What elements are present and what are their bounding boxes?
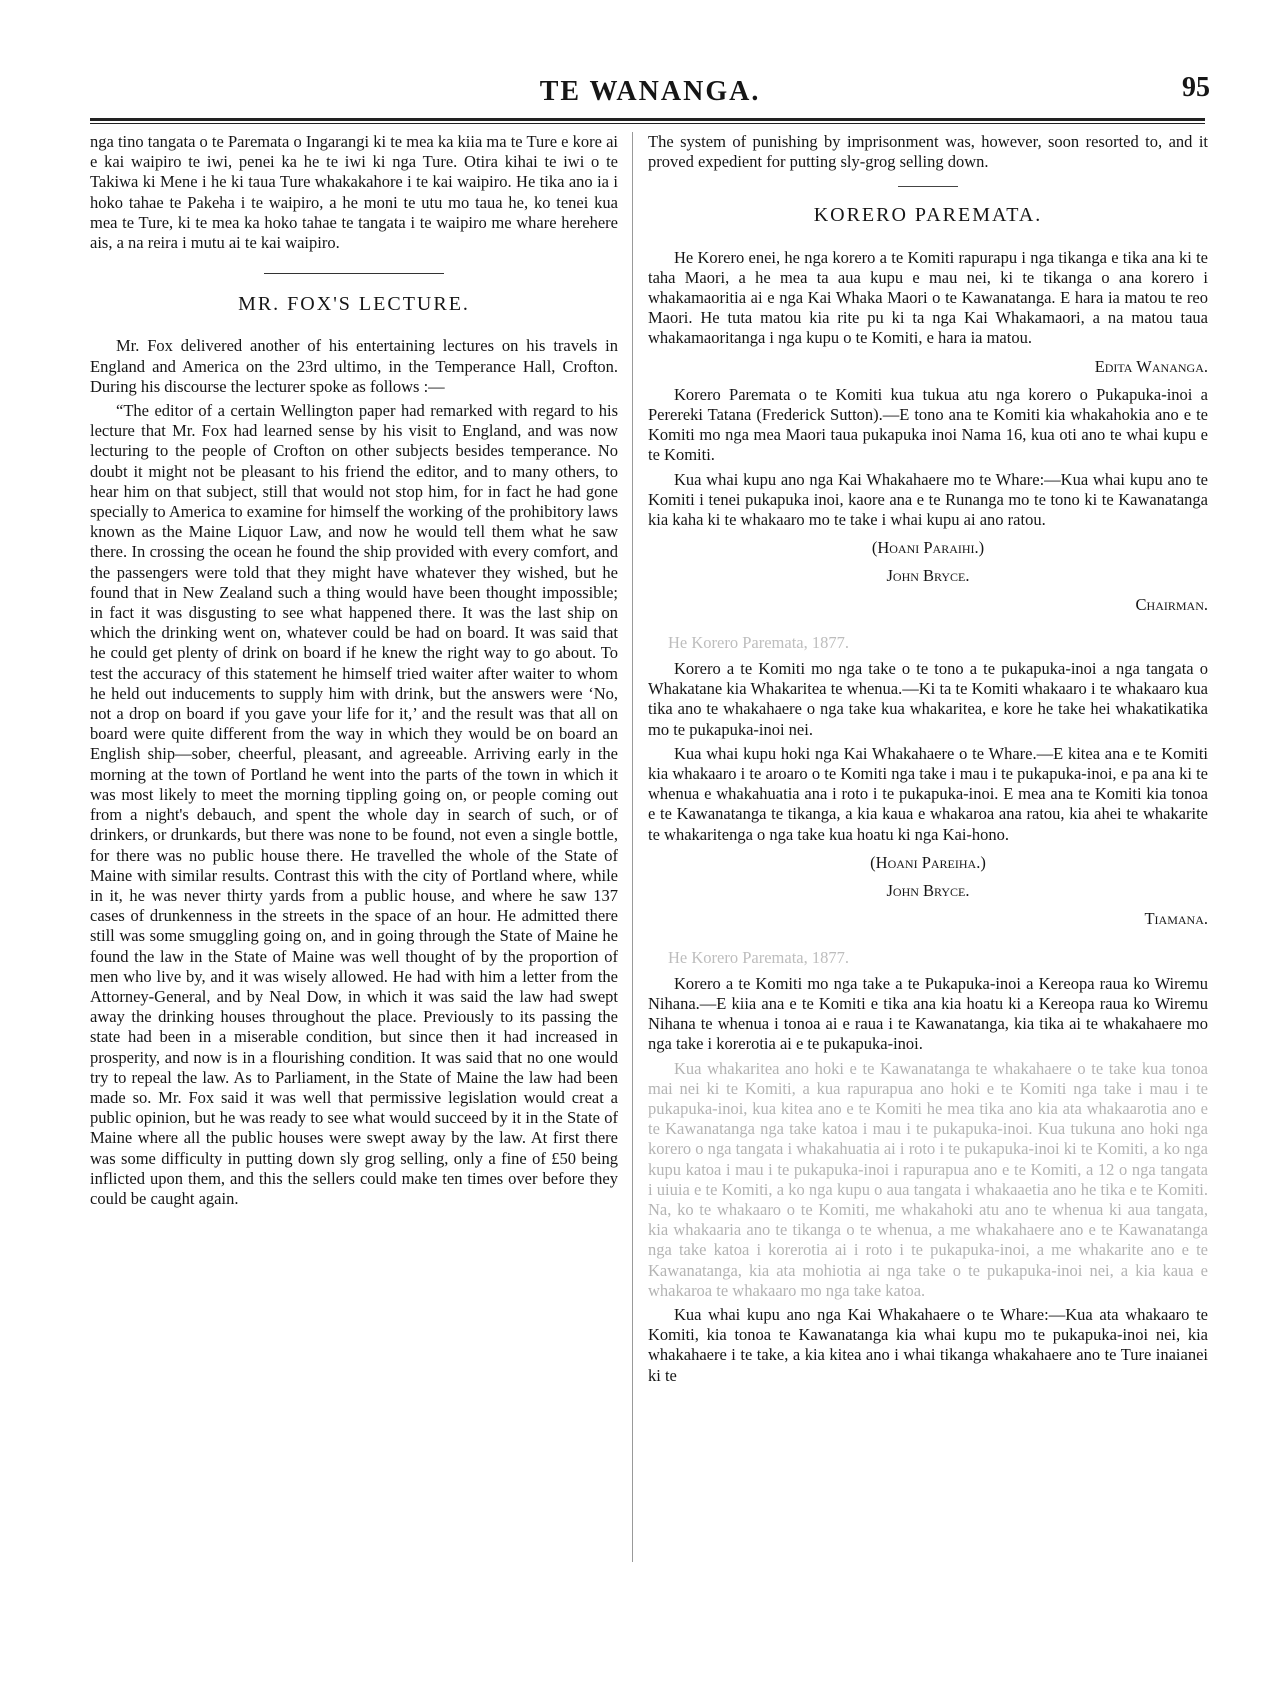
left-column <box>90 132 618 1213</box>
report-3-head: Korero a te Komiti mo nga take a te Pukapuka-inoi a Kereopa raua ko Wiremu Nihana.—E kiia ana e te Komiti e tika ana kia hoatu ki a Kereopa raua ko Wiremu Nihana te whenua i tonoa ai e raua i te Kawanatanga, kia tika ai te whakahaere mo nga take i korerotia ai e te pukapuka-inoi. <box>648 973 1208 1054</box>
editor-signature: Edita Wananga. <box>1094 356 1208 376</box>
report-2-signatory: (Hoani Pareiha.) <box>870 852 986 872</box>
section-rule <box>898 186 958 187</box>
section-rule <box>264 273 444 274</box>
lecture-continuation: The system of punishing by imprisonment was, however, soon resorted to, and it proved expedient for putting sly-grog selling down. <box>648 132 1208 172</box>
lecture-body: “The editor of a certain Wellington paper had remarked with regard to his lecture that Mr. Fox had learned sense by his visit to England, and was now lecturing to the people of Crofton on other subjects besides temperance. No doubt it might not be pleasant to his friend the editor, and to many others, to hear him on that subject, still that would not stop him, for in fact he had gone specially to America to examine for himself the working of the prohibitory laws known as the Maine Liquor Law, and now he would tell them what he saw there. In crossing the ocean he found the ship provided with every comfort, and the passengers were told that they might have whatever they wished, but he found that in New Zealand such a thing would have been thought impossible; in fact it was disgusting to see what happened there. It was the last ship on which the drinking went on, whatever could be had on board. It was said that he could get plenty of drink on board if he knew the right way to go about. To test the accuracy of this statement he himself tried waiter after waiter to whom he held out inducements to supply him with drink, but the answers were ‘No, not a drop on board if you gave your life for it,’ and the result was that all on board were quite different from the way in which they would be on board an English ship—sober, cheerful, pleasant, and agreeable. Arriving early in the morning at the town of Portland he went into the parts of the town in which it was most likely to meet the morning tippling going on, or people coming out from a night's debauch, and spent the whole day in search of such, or of drinkers, or drunkards, but there was none to be found, not even a single bottle, for there was no public house there. He travelled the whole of the State of Maine with similar results. Contrast this with the city of Portland where, while in it, he was never thirty yards from a public house, and where he saw 137 cases of drunkenness in the streets in the space of an hour. He admitted there still was some smuggling going on, and in going through the State of Maine he found the law in the State of Maine was well thought of by the proportion of men who live by, and it was wisely allowed. He had with him a letter from the Attorney-General, and by Neal Dow, in which it was said the law had swept away the drinking houses throughout the place. Previously to its passing the state had been in a miserable condition, but since then it had increased in prosperity, and now is in a flourishing condition. It was said that no one would try to repeal the law. As to Parliament, in the State of Maine the law had been made so. Mr. Fox said it was well that permissive legislation would creat a public opinion, but he was ready to see what would succeed by it in the State of Maine where all the public houses were swept away by the law. At first there was some difficulty in putting down sly grog selling, only a fine of £50 being inflicted upon them, and this the sellers could make ten times over before they could be caught again. <box>90 401 618 1208</box>
report-1-role: Chairman. <box>1135 594 1208 614</box>
section-title-paremata: KORERO PAREMATA. <box>813 204 1043 227</box>
section-title-lecture: MR. FOX'S LECTURE. <box>238 293 470 316</box>
report-2-body: Kua whai kupu hoki nga Kai Whakahaere o te Whare.—E kitea ana e te Komiti kia whakaaro i te aroaro o te Komiti nga take i mau i te pukapuka-inoi, e pa ana ki te whenua e whakahuatia ana i roto i te pukapuka-inoi. E mea ana te Komiti kia tonoa e te Kawanatanga te tikanga, a kia kaua e whakaroa ana ratou, kia ahei te whakarite te whakaritenga o nga take kua hoatu ki nga Kai-hono. <box>648 743 1208 844</box>
report-3-tail: Kua whai kupu ano nga Kai Whakahaere o te Whare:—Kua ata whakaaro te Komiti, kia tonoa te Kawanatanga kia whai kupu mo te pukapuka-inoi nei, kia whakahaere i te take, a kia kitea ano i whai tikanga whakahaere ano te Ture inaianei ki te <box>648 1304 1208 1385</box>
report-2-date: He Korero Paremata, 1877. <box>668 632 849 652</box>
report-2-role: Tiamana. <box>1144 909 1208 929</box>
right-column <box>648 132 1208 1390</box>
column-divider <box>632 132 633 1562</box>
maori-paragraph: nga tino tangata o te Paremata o Ingarangi ki te mea ka kiia ma te Ture e kore ai e kai waipiro te iwi, penei ka he te iwi ki nga Ture. Otira kihai te iwi o te Takiwa ki Mene i he ki taua Ture whakakahore i te kai waipiro. He tika ano ia i hoko tahae te Pakeha i te waipiro, a he moni te utu mo taua he, ko tenei kua mea te Ture, ki te mea ka hoko tahae te tangata i te waipiro me whare herehere ais, a na reira i mutu ai te kai waipiro. <box>90 132 618 253</box>
page-header <box>90 72 1210 108</box>
page-number: 95 <box>1182 72 1210 103</box>
report-3-body: Kua whakaritea ano hoki e te Kawanatanga te whakahaere o te take kua tonoa mai nei ki te Komiti, a kua rapurapua ano hoki e te Komiti nga take i mau i te pukapuka-inoi, kua kitea ano e te Komiti he mea tika ano kia ata whakaarotia ano e te Kawanatanga nga take katoa i mau i te pukapuka-inoi. Kua tukuna ano hoki nga korero o nga tangata i whakahuatia ai i roto i te pukapuka-inoi ki te Komiti, a ko nga kupu katoa i mau i te pukapuka-inoi i rapurapua ano e te Komiti, a 12 o nga tangata i uiuia e te Komiti, a ko nga kupu o aua tangata i whakaaetia ano he tika e te Komiti. Na, ko te whakaaro o te Komiti, me whakahoki atu ano te whenua ki aua tangata, kia whakaaria ano te tikanga o te whenua, a me whakahaere ano e te Kawanatanga nga take katoa i korerotia ai i roto i te pukapuka-inoi, a me whakarite ano e te Kawanatanga, kia ata mohiotia ai nga take o te pukapuka-inoi nei, a kia kaua e whakaroa te whakaaro mo nga take katoa. <box>648 1058 1208 1300</box>
masthead-title: TE WANANGA. <box>539 76 761 107</box>
header-rule <box>90 118 1205 124</box>
report-1-signatory: (Hoani Paraihi.) <box>871 538 985 558</box>
report-3-date: He Korero Paremata, 1877. <box>668 947 849 967</box>
report-2-signatory-name: John Bryce. <box>886 881 970 901</box>
paremata-intro: He Korero enei, he nga korero a te Komiti rapurapu i nga tikanga e tika ana ki te taha Maori, a he mea ta aua kupu e mau nei, ki te tikanga o ana korero i whakamaoritia ai e nga Kai Whaka Maori o te Kawanatanga. E hara ia matou te reo Maori. He tuta matou kia rite pu ki ta nga Kai Whakamaori, a na matou taua whakamaoritanga i nga kupu o te Komiti, e hara ia matou. <box>648 247 1208 348</box>
report-1-signatory-name: John Bryce. <box>886 566 970 586</box>
report-1-head: Korero Paremata o te Komiti kua tukua atu nga korero o Pukapuka-inoi a Perereki Tatana (Frederick Sutton).—E tono ana te Komiti kia whakahokia ano e te Komiti mo nga mea Maori taua pukapuka inoi Nama 16, kua oti ano te whai kupu e te Komiti. <box>648 384 1208 465</box>
lecture-intro: Mr. Fox delivered another of his entertaining lectures on his travels in England and America on the 23rd ultimo, in the Temperance Hall, Crofton. During his discourse the lecturer spoke as follows :— <box>90 336 618 396</box>
report-2-head: Korero a te Komiti mo nga take o te tono a te pukapuka-inoi a nga tangata o Whakatane kia Whakaritea te whenua.—Ki ta te Komiti whakaaro i te whakaaro kua tika ano te whakahaere o nga take kua whakaritea, e kore he take hei whakatikatika mo te pukapuka-inoi nei. <box>648 659 1208 739</box>
report-1-body: Kua whai kupu ano nga Kai Whakahaere mo te Whare:—Kua whai kupu ano te Komiti i tenei pukapuka inoi, kaore ana e te Runanga mo te tono ki te Kawanatanga kia kaha ki te whakaaro mo te take i whai kupu ai ano ratou. <box>648 469 1208 530</box>
